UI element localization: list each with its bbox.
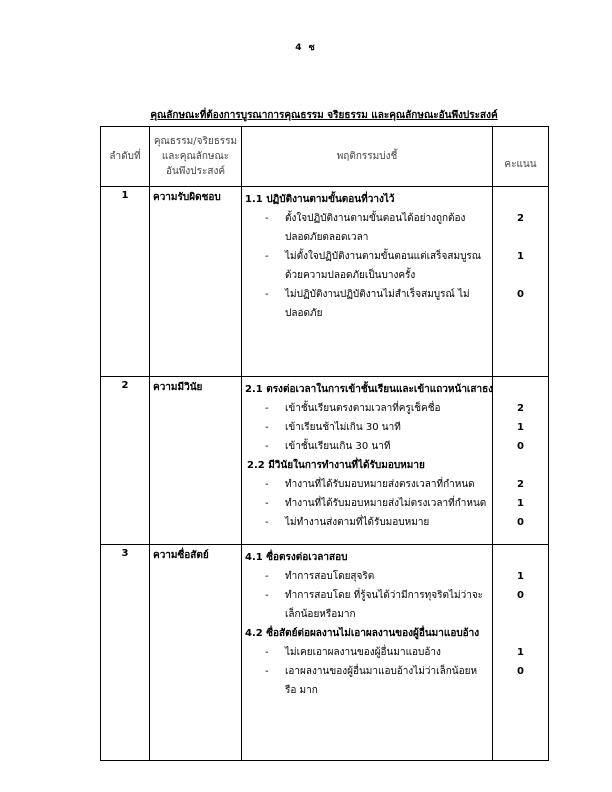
row-indicators <box>242 545 493 761</box>
indicator-item: - ทำการสอบโดย ที่รู้จนได้ว่ามีการทุจริตไม่ว่าจะ เล็กน้อยหรือมาก <box>265 590 484 620</box>
indicator-heading: 4.1 ซื่อตรงต่อเวลาสอบ <box>245 552 348 563</box>
indicator-item: - ทำงานที่ได้รับมอบหมายส่งไม่ตรงเวลาที่กำหนด <box>265 498 487 509</box>
table-row <box>101 377 549 545</box>
indicator-item: - เอาผลงานของผู้อื่นมาแอบอ้างไม่ว่าเล็กน้อยหรือ มาก <box>265 666 478 696</box>
indicator-item: - ไม่ปฏิบัติงานปฏิบัติงานไม่สำเร็จสมบูรณ์ ไม่ปลอดภัย <box>265 289 470 319</box>
row-scores <box>493 545 549 761</box>
indicator-item: - เข้าชั้นเรียนตรงตามเวลาที่ครูเช็คชื่อ <box>265 403 441 414</box>
indicator-item: - ทำงานที่ได้รับมอบหมายส่งตรงเวลาที่กำหนด <box>265 479 475 490</box>
indicator-item: - ทำการสอบโดยสุจริต <box>265 571 375 582</box>
row-scores <box>493 377 549 545</box>
score-value: 2 <box>517 479 524 490</box>
indicator-item: - เข้าเรียนช้าไม่เกิน 30 นาที <box>265 422 401 433</box>
row-seq: 1 <box>101 187 150 377</box>
indicator-item: - ไม่ทำงานส่งตามที่ได้รับมอบหมาย <box>265 517 430 528</box>
indicator-heading: 2.2 มีวินัยในการทำงานที่ได้รับมอบหมาย <box>247 460 425 471</box>
header-virtue-line1: คุณธรรม/จริยธรรม <box>153 136 238 147</box>
page-number: 4 ซ <box>295 43 317 53</box>
score-value: 2 <box>517 403 524 414</box>
table-header-row <box>101 127 549 187</box>
indicator-heading: 4.2 ซื่อสัตย์ต่อผลงานไม่เอาผลงานของผู้อื่นมาแอบอ้าง <box>245 628 480 639</box>
score-value: 0 <box>517 666 524 677</box>
header-seq: ลำดับที่ <box>101 127 150 187</box>
score-value: 2 <box>517 213 524 224</box>
score-value: 0 <box>517 590 524 601</box>
score-value: 1 <box>517 498 524 509</box>
indicator-item: - เข้าชั้นเรียนเกิน 30 นาที <box>265 441 391 452</box>
score-value: 0 <box>517 517 524 528</box>
row-seq: 2 <box>101 377 150 545</box>
score-value: 1 <box>517 251 524 262</box>
score-value: 0 <box>517 441 524 452</box>
table-row <box>101 545 549 761</box>
row-virtue: ความรับผิดชอบ <box>150 187 242 377</box>
indicator-item: - ไม่ตั้งใจปฏิบัติงานตามขั้นตอนแต่เสร็จสมบูรณ ด้วยความปลอดภัยเป็นบางครั้ง <box>265 251 482 281</box>
indicator-item: - ไม่เคยเอาผลงานของผู้อื่นมาแอบอ้าง <box>265 647 441 658</box>
row-indicators <box>242 377 493 545</box>
indicator-item: - ตั้งใจปฏิบัติงานตามขั้นตอนได้อย่างถูกต้อง ปลอดภัยตลอดเวลา <box>265 213 466 243</box>
header-indicator: พฤติกรรมบ่งชี้ <box>242 127 493 187</box>
score-value: 0 <box>517 289 524 300</box>
table-row <box>101 187 549 377</box>
indicator-heading: 2.1 ตรงต่อเวลาในการเข้าชั้นเรียนและเข้าแถวหน้าเสาธง <box>245 384 494 395</box>
header-virtue-line2: และคุณลักษณะ <box>161 151 230 162</box>
score-value: 1 <box>517 647 524 658</box>
row-virtue: ความซื่อสัตย์ <box>150 545 242 761</box>
header-virtue <box>150 127 242 187</box>
row-virtue: ความมีวินัย <box>150 377 242 545</box>
header-score: คะแนน <box>493 127 549 187</box>
row-seq: 3 <box>101 545 150 761</box>
score-value: 1 <box>517 422 524 433</box>
row-indicators <box>242 187 493 377</box>
rubric-table <box>100 126 549 761</box>
document-title: คุณลักษณะที่ต้องการบูรณาการคุณธรรม จริยธรรม และคุณลักษณะอันพึงประสงค์ <box>150 110 498 121</box>
indicator-heading: 1.1 ปฏิบัติงานตามขั้นตอนที่วางไว้ <box>245 194 395 205</box>
row-scores <box>493 187 549 377</box>
header-virtue-line3: อันพึงประสงค์ <box>165 166 226 177</box>
score-value: 1 <box>517 571 524 582</box>
